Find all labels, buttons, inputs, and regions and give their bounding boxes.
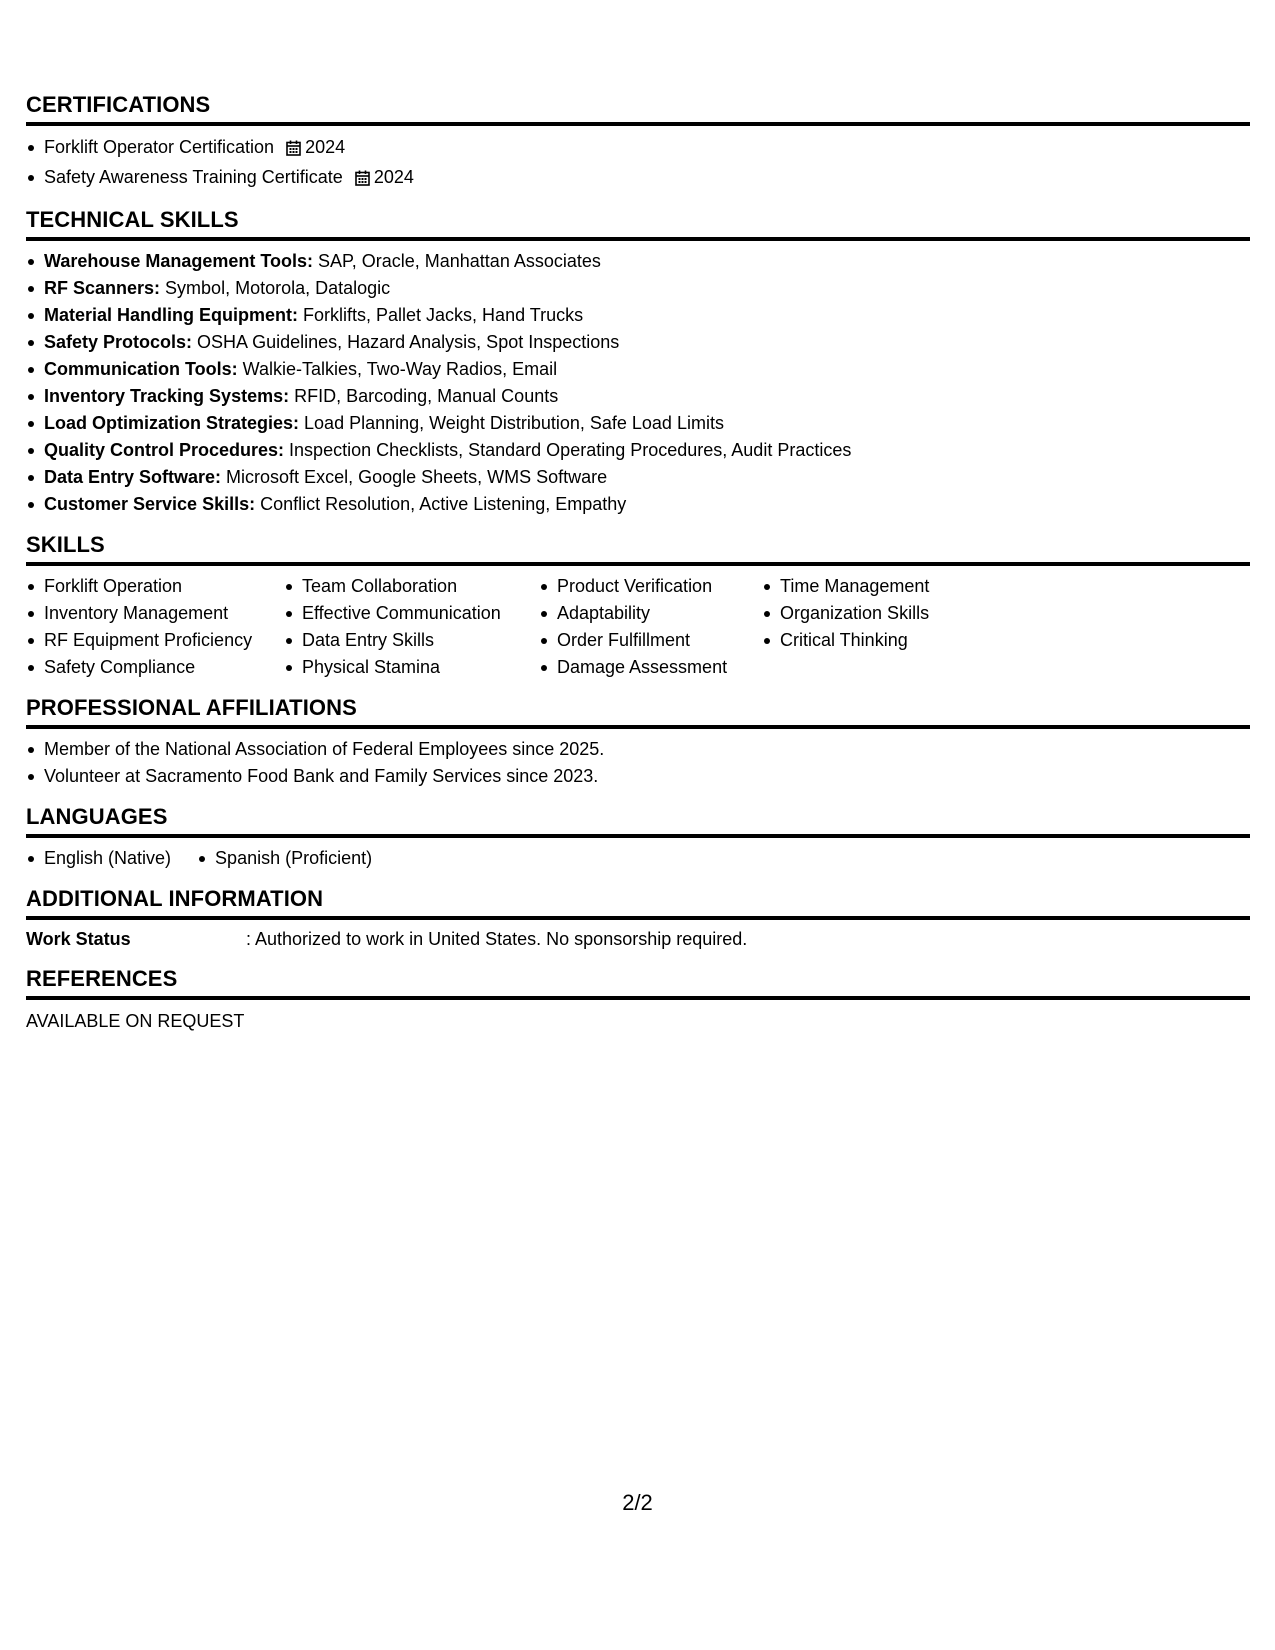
technical-skill-item	[26, 410, 1250, 437]
technical-skill-value: Forklifts, Pallet Jacks, Hand Trucks	[298, 305, 584, 325]
languages-list	[26, 845, 1250, 872]
skill-item: Team Collaboration	[284, 573, 539, 600]
languages-heading: LANGUAGES	[26, 804, 1250, 838]
certification-item	[26, 164, 1250, 194]
calendar-icon	[286, 137, 301, 164]
skill-item: Critical Thinking	[762, 627, 1012, 654]
certifications-section	[26, 92, 1250, 194]
language-item: English (Native)	[26, 845, 171, 872]
skill-item: Data Entry Skills	[284, 627, 539, 654]
technical-skill-value: Symbol, Motorola, Datalogic	[160, 278, 391, 298]
affiliations-list	[26, 736, 1250, 790]
skills-column	[26, 573, 284, 681]
technical-skill-item	[26, 437, 1250, 464]
technical-skill-label: RF Scanners:	[44, 278, 161, 298]
page-number: 2/2	[622, 1490, 653, 1515]
technical-skill-label: Inventory Tracking Systems:	[44, 386, 290, 406]
certifications-heading: CERTIFICATIONS	[26, 92, 1250, 126]
certification-year: 2024	[305, 137, 346, 157]
technical-skill-label: Material Handling Equipment:	[44, 305, 299, 325]
technical-skill-item	[26, 383, 1250, 410]
technical-skill-value: Walkie-Talkies, Two-Way Radios, Email	[237, 359, 558, 379]
language-item: Spanish (Proficient)	[197, 845, 372, 872]
certification-item	[26, 134, 1250, 164]
technical-skill-value: Conflict Resolution, Active Listening, Empathy	[255, 494, 627, 514]
skills-column	[539, 573, 762, 681]
technical-skill-label: Warehouse Management Tools:	[44, 251, 314, 271]
technical-skill-label: Quality Control Procedures:	[44, 440, 285, 460]
skill-item: Effective Communication	[284, 600, 539, 627]
technical-skills-section	[26, 207, 1250, 518]
references-section	[26, 966, 1250, 1034]
skill-item: Organization Skills	[762, 600, 1012, 627]
technical-skill-label: Load Optimization Strategies:	[44, 413, 300, 433]
languages-section	[26, 804, 1250, 872]
technical-skill-item	[26, 491, 1250, 518]
affiliation-item: Member of the National Association of Federal Employees since 2025.	[26, 736, 1250, 763]
work-status-value: : Authorized to work in United States. No sponsorship required.	[246, 929, 748, 949]
technical-skill-value: OSHA Guidelines, Hazard Analysis, Spot Inspections	[192, 332, 620, 352]
skill-item: Product Verification	[539, 573, 762, 600]
technical-skill-label: Data Entry Software:	[44, 467, 222, 487]
technical-skill-item	[26, 248, 1250, 275]
affiliations-heading: PROFESSIONAL AFFILIATIONS	[26, 695, 1250, 729]
technical-skill-item	[26, 329, 1250, 356]
technical-skill-value: Microsoft Excel, Google Sheets, WMS Software	[221, 467, 608, 487]
skill-item: Time Management	[762, 573, 1012, 600]
skill-item: RF Equipment Proficiency	[26, 627, 284, 654]
certification-name: Safety Awareness Training Certificate	[44, 167, 343, 187]
technical-skill-item	[26, 464, 1250, 491]
technical-skill-value: Inspection Checklists, Standard Operating Procedures, Audit Practices	[284, 440, 852, 460]
certification-name: Forklift Operator Certification	[44, 137, 275, 157]
technical-skill-value: SAP, Oracle, Manhattan Associates	[313, 251, 601, 271]
technical-skill-label: Customer Service Skills:	[44, 494, 256, 514]
skill-item: Adaptability	[539, 600, 762, 627]
skills-column	[762, 573, 1012, 681]
technical-skill-label: Communication Tools:	[44, 359, 238, 379]
affiliation-item: Volunteer at Sacramento Food Bank and Family Services since 2023.	[26, 763, 1250, 790]
technical-skill-label: Safety Protocols:	[44, 332, 193, 352]
skill-item: Safety Compliance	[26, 654, 284, 681]
certification-year: 2024	[373, 167, 414, 187]
affiliations-section	[26, 695, 1250, 790]
technical-skill-item	[26, 275, 1250, 302]
skill-item: Order Fulfillment	[539, 627, 762, 654]
references-text: AVAILABLE ON REQUEST	[26, 1011, 245, 1031]
skill-item: Damage Assessment	[539, 654, 762, 681]
additional-information-heading: ADDITIONAL INFORMATION	[26, 886, 1250, 920]
skills-heading: SKILLS	[26, 532, 1250, 566]
technical-skills-heading: TECHNICAL SKILLS	[26, 207, 1250, 241]
skill-item: Forklift Operation	[26, 573, 284, 600]
work-status-row	[26, 926, 1250, 952]
work-status-label: Work Status	[26, 929, 131, 949]
skills-section	[26, 532, 1250, 681]
technical-skills-list	[26, 248, 1250, 518]
skills-column	[284, 573, 539, 681]
resume-page	[26, 92, 1250, 1034]
skill-item: Physical Stamina	[284, 654, 539, 681]
references-heading: REFERENCES	[26, 966, 1250, 1000]
additional-information-section	[26, 886, 1250, 952]
technical-skill-value: RFID, Barcoding, Manual Counts	[289, 386, 559, 406]
skills-columns	[26, 573, 1250, 681]
certifications-list	[26, 134, 1250, 194]
technical-skill-item	[26, 302, 1250, 329]
calendar-icon	[355, 167, 370, 194]
skill-item: Inventory Management	[26, 600, 284, 627]
technical-skill-value: Load Planning, Weight Distribution, Safe Load Limits	[299, 413, 724, 433]
technical-skill-item	[26, 356, 1250, 383]
